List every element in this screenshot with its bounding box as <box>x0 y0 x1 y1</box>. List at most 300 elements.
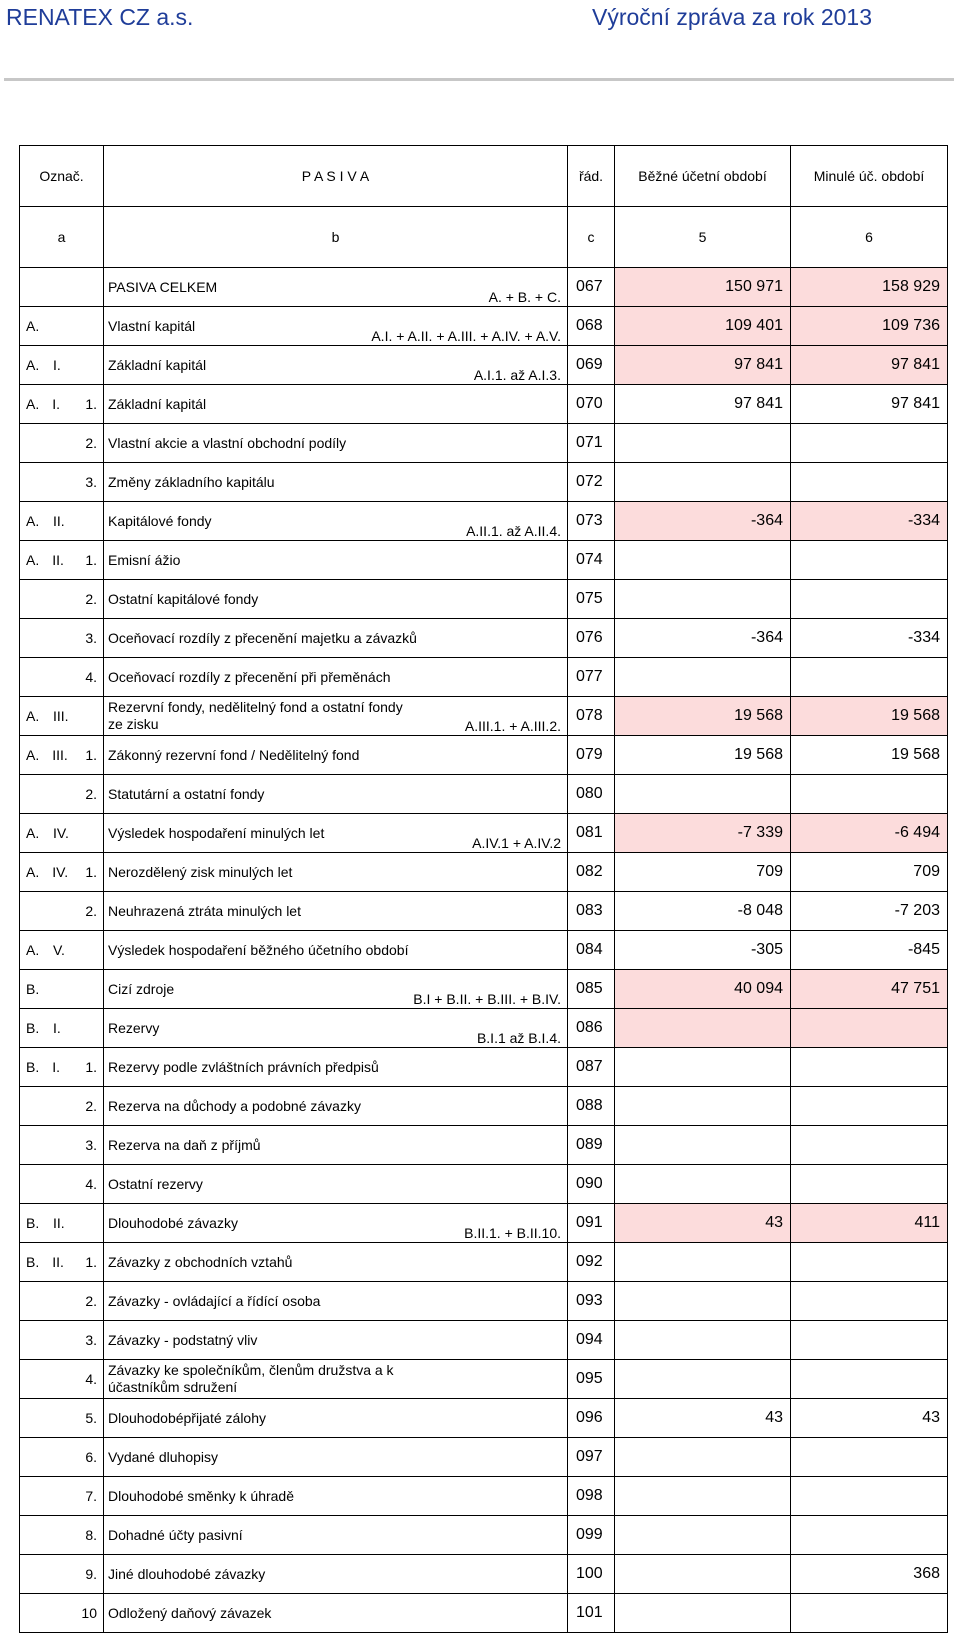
row-mark <box>20 619 104 658</box>
row-label: Výsledek hospodaření minulých let <box>108 824 325 841</box>
row-number: 096 <box>568 1399 615 1438</box>
row-label: Ostatní rezervy <box>108 1175 203 1192</box>
row-mark-item: 2. <box>85 786 97 802</box>
current-period-value <box>615 1594 791 1633</box>
row-number: 070 <box>568 385 615 424</box>
col-sub-b: b <box>104 207 568 268</box>
previous-period-value: 97 841 <box>791 385 948 424</box>
table-row <box>20 580 948 619</box>
table-row <box>20 931 948 970</box>
row-mark-item: 3. <box>85 630 97 646</box>
report-title: Výroční zpráva za rok 2013 <box>592 4 872 30</box>
table-row <box>20 346 948 385</box>
previous-period-value <box>791 1477 948 1516</box>
row-label-cell <box>104 1555 568 1594</box>
row-mark-group: A. <box>26 318 40 334</box>
current-period-value <box>615 1165 791 1204</box>
row-mark-group: B. <box>26 1020 40 1036</box>
previous-period-value: -845 <box>791 931 948 970</box>
row-label-cell <box>104 1009 568 1048</box>
row-label-cell <box>104 385 568 424</box>
table-row <box>20 1243 948 1282</box>
previous-period-value: 19 568 <box>791 697 948 736</box>
row-mark-item: 6. <box>85 1449 97 1465</box>
row-mark-item: 2. <box>85 591 97 607</box>
row-label-cell <box>104 1516 568 1555</box>
previous-period-value <box>791 658 948 697</box>
table-row <box>20 385 948 424</box>
row-label-cell <box>104 619 568 658</box>
row-mark <box>20 580 104 619</box>
row-label: Výsledek hospodaření běžného účetního období <box>108 941 409 958</box>
current-period-value <box>615 1555 791 1594</box>
row-mark-item: 3. <box>85 474 97 490</box>
previous-period-value: 19 568 <box>791 736 948 775</box>
previous-period-value: -6 494 <box>791 814 948 853</box>
row-number: 068 <box>568 307 615 346</box>
previous-period-value: 158 929 <box>791 268 948 307</box>
row-mark-subgroup: II. <box>53 1215 65 1231</box>
row-label-cell <box>104 1477 568 1516</box>
row-label: Rezervní fondy, nedělitelný fond a ostatní fondy ze zisku <box>108 699 403 732</box>
row-mark <box>20 892 104 931</box>
row-label-cell <box>104 1204 568 1243</box>
previous-period-value <box>791 1009 948 1048</box>
col-header-minule: Minulé úč. období <box>791 146 948 207</box>
row-number: 077 <box>568 658 615 697</box>
current-period-value <box>615 1126 791 1165</box>
column-header-row <box>20 146 948 207</box>
row-label-cell <box>104 346 568 385</box>
row-mark <box>20 385 104 424</box>
row-mark <box>20 1126 104 1165</box>
row-mark-group: A. <box>26 825 40 841</box>
previous-period-value: 97 841 <box>791 346 948 385</box>
row-mark <box>20 1477 104 1516</box>
row-number: 079 <box>568 736 615 775</box>
current-period-value: 43 <box>615 1204 791 1243</box>
current-period-value: 40 094 <box>615 970 791 1009</box>
row-mark <box>20 931 104 970</box>
previous-period-value <box>791 541 948 580</box>
col-header-oznac: Označ. <box>20 146 104 207</box>
row-label-cell <box>104 658 568 697</box>
row-label-cell <box>104 1165 568 1204</box>
row-mark-item: 8. <box>85 1527 97 1543</box>
current-period-value: 43 <box>615 1399 791 1438</box>
row-mark-item: 4. <box>85 669 97 685</box>
row-label: Oceňovací rozdíly z přecenění majetku a závazků <box>108 629 417 646</box>
table-row <box>20 619 948 658</box>
table-row <box>20 307 948 346</box>
row-label: Dlouhodobé závazky <box>108 1214 238 1231</box>
row-number: 081 <box>568 814 615 853</box>
current-period-value: -8 048 <box>615 892 791 931</box>
row-label-cell <box>104 1282 568 1321</box>
table-row <box>20 697 948 736</box>
current-period-value <box>615 658 791 697</box>
row-number: 087 <box>568 1048 615 1087</box>
table-row <box>20 736 948 775</box>
current-period-value <box>615 1438 791 1477</box>
row-mark <box>20 502 104 541</box>
previous-period-value: 709 <box>791 853 948 892</box>
current-period-value: -305 <box>615 931 791 970</box>
row-mark-item: 2. <box>85 1098 97 1114</box>
row-number: 073 <box>568 502 615 541</box>
col-sub-6: 6 <box>791 207 948 268</box>
table-row <box>20 1087 948 1126</box>
row-mark-item: 1. <box>85 1059 97 1075</box>
table-row <box>20 268 948 307</box>
row-label: Změny základního kapitálu <box>108 473 275 490</box>
row-label-cell <box>104 814 568 853</box>
previous-period-value: 47 751 <box>791 970 948 1009</box>
row-mark-subgroup: I. <box>53 357 61 373</box>
table-row <box>20 1555 948 1594</box>
row-mark <box>20 346 104 385</box>
row-mark-group: A. <box>26 942 40 958</box>
row-number: 094 <box>568 1321 615 1360</box>
previous-period-value <box>791 1126 948 1165</box>
row-label: Dlouhodobé směnky k úhradě <box>108 1487 295 1504</box>
row-label: Oceňovací rozdíly z přecenění při přeměnách <box>108 668 391 685</box>
row-mark-item: 1. <box>85 747 97 763</box>
current-period-value: 97 841 <box>615 385 791 424</box>
row-number: 080 <box>568 775 615 814</box>
previous-period-value: 411 <box>791 1204 948 1243</box>
row-mark-group: B. <box>26 1254 40 1270</box>
row-mark <box>20 658 104 697</box>
col-header-pasiva: P A S I V A <box>104 146 568 207</box>
row-formula: A.II.1. až A.II.4. <box>466 523 561 539</box>
row-label: Emisní ážio <box>108 551 181 568</box>
current-period-value: 19 568 <box>615 736 791 775</box>
row-label: Vydané dluhopisy <box>108 1448 219 1465</box>
row-label-cell <box>104 1243 568 1282</box>
row-mark <box>20 1438 104 1477</box>
previous-period-value <box>791 1048 948 1087</box>
current-period-value <box>615 1360 791 1399</box>
row-mark <box>20 268 104 307</box>
row-mark-group: A. <box>26 864 40 880</box>
table-row <box>20 1594 948 1633</box>
row-mark <box>20 541 104 580</box>
row-mark <box>20 853 104 892</box>
current-period-value <box>615 1243 791 1282</box>
row-label: Závazky - ovládající a řídící osoba <box>108 1292 321 1309</box>
current-period-value <box>615 424 791 463</box>
table-row <box>20 1321 948 1360</box>
row-formula: B.II.1. + B.II.10. <box>464 1225 561 1241</box>
current-period-value: 19 568 <box>615 697 791 736</box>
row-label-cell <box>104 1594 568 1633</box>
table-row <box>20 541 948 580</box>
row-mark-item: 1. <box>85 552 97 568</box>
row-mark <box>20 1087 104 1126</box>
row-label-cell <box>104 1399 568 1438</box>
current-period-value <box>615 1516 791 1555</box>
row-number: 075 <box>568 580 615 619</box>
row-number: 076 <box>568 619 615 658</box>
row-mark <box>20 1516 104 1555</box>
row-mark-item: 9. <box>85 1566 97 1582</box>
row-label: Závazky z obchodních vztahů <box>108 1253 293 1270</box>
row-mark-subgroup: II. <box>52 1254 64 1270</box>
current-period-value <box>615 463 791 502</box>
row-mark-item: 2. <box>85 435 97 451</box>
current-period-value: -364 <box>615 502 791 541</box>
row-mark-group: A. <box>26 396 40 412</box>
previous-period-value <box>791 1360 948 1399</box>
col-sub-5: 5 <box>615 207 791 268</box>
row-mark <box>20 1048 104 1087</box>
current-period-value <box>615 1009 791 1048</box>
row-mark-group: B. <box>26 1059 40 1075</box>
row-mark-subgroup: V. <box>53 942 65 958</box>
previous-period-value <box>791 463 948 502</box>
row-label-cell <box>104 1048 568 1087</box>
row-label: Jiné dlouhodobé závazky <box>108 1565 266 1582</box>
row-number: 095 <box>568 1360 615 1399</box>
row-mark-subgroup: IV. <box>53 825 69 841</box>
pasiva-table <box>19 145 948 1633</box>
row-label-cell <box>104 424 568 463</box>
row-label: Statutární a ostatní fondy <box>108 785 265 802</box>
row-label-cell <box>104 502 568 541</box>
row-number: 069 <box>568 346 615 385</box>
row-mark-group: B. <box>26 981 40 997</box>
row-label: Závazky ke společníkům, členům družstva a k účastníkům sdružení <box>108 1362 394 1395</box>
row-mark-group: A. <box>26 357 40 373</box>
column-subheader-row <box>20 207 948 268</box>
row-label-cell <box>104 931 568 970</box>
current-period-value: 109 401 <box>615 307 791 346</box>
previous-period-value: -334 <box>791 502 948 541</box>
table-row <box>20 1048 948 1087</box>
previous-period-value: 368 <box>791 1555 948 1594</box>
row-mark <box>20 736 104 775</box>
row-mark <box>20 463 104 502</box>
row-label: Vlastní kapitál <box>108 317 196 334</box>
table-row <box>20 1282 948 1321</box>
row-mark <box>20 775 104 814</box>
previous-period-value <box>791 1243 948 1282</box>
table-row <box>20 775 948 814</box>
row-number: 092 <box>568 1243 615 1282</box>
row-label: Rezerva na důchody a podobné závazky <box>108 1097 361 1114</box>
row-label: Cizí zdroje <box>108 980 175 997</box>
table-row <box>20 1399 948 1438</box>
row-label-cell <box>104 736 568 775</box>
row-number: 086 <box>568 1009 615 1048</box>
row-label-cell <box>104 853 568 892</box>
row-label-cell <box>104 775 568 814</box>
previous-period-value <box>791 1594 948 1633</box>
row-label-cell <box>104 697 568 736</box>
col-header-bezne: Běžné účetní období <box>615 146 791 207</box>
current-period-value <box>615 1477 791 1516</box>
current-period-value: -7 339 <box>615 814 791 853</box>
current-period-value: 709 <box>615 853 791 892</box>
table-row <box>20 892 948 931</box>
row-number: 089 <box>568 1126 615 1165</box>
row-mark <box>20 1009 104 1048</box>
row-number: 082 <box>568 853 615 892</box>
row-label: Odložený daňový závazek <box>108 1604 272 1621</box>
row-number: 078 <box>568 697 615 736</box>
row-label: Ostatní kapitálové fondy <box>108 590 259 607</box>
row-mark <box>20 1360 104 1399</box>
row-number: 097 <box>568 1438 615 1477</box>
row-label-cell <box>104 1438 568 1477</box>
row-mark-subgroup: IV. <box>52 864 69 880</box>
row-formula: A.III.1. + A.III.2. <box>464 718 561 734</box>
row-number: 071 <box>568 424 615 463</box>
row-mark-item: 1. <box>85 864 97 880</box>
row-mark <box>20 1555 104 1594</box>
row-label-cell <box>104 892 568 931</box>
row-number: 088 <box>568 1087 615 1126</box>
row-label: Kapitálové fondy <box>108 512 212 529</box>
row-label: Základní kapitál <box>108 356 207 373</box>
row-label: Závazky - podstatný vliv <box>108 1331 258 1348</box>
row-mark <box>20 424 104 463</box>
row-number: 093 <box>568 1282 615 1321</box>
row-mark-subgroup: III. <box>53 708 69 724</box>
row-label-cell <box>104 307 568 346</box>
current-period-value: -364 <box>615 619 791 658</box>
row-label-cell <box>104 970 568 1009</box>
row-mark-subgroup: I. <box>52 396 61 412</box>
row-label-cell <box>104 1126 568 1165</box>
row-label: Zákonný rezervní fond / Nedělitelný fond <box>108 746 360 763</box>
row-mark-subgroup: II. <box>52 552 64 568</box>
row-label: Nerozdělený zisk minulých let <box>108 863 293 880</box>
row-mark-group: A. <box>26 747 40 763</box>
row-mark-item: 10 <box>81 1605 97 1621</box>
current-period-value <box>615 1048 791 1087</box>
previous-period-value <box>791 1165 948 1204</box>
row-mark-item: 4. <box>85 1371 97 1387</box>
row-mark-item: 1. <box>85 1254 97 1270</box>
header-divider <box>4 78 954 81</box>
row-formula: A.IV.1 + A.IV.2 <box>472 835 561 851</box>
previous-period-value <box>791 1438 948 1477</box>
current-period-value: 97 841 <box>615 346 791 385</box>
row-number: 091 <box>568 1204 615 1243</box>
previous-period-value <box>791 1516 948 1555</box>
row-mark-item: 5. <box>85 1410 97 1426</box>
row-mark-group: A. <box>26 552 40 568</box>
current-period-value: 150 971 <box>615 268 791 307</box>
row-mark-subgroup: III. <box>52 747 68 763</box>
row-mark <box>20 1399 104 1438</box>
row-mark <box>20 697 104 736</box>
row-number: 067 <box>568 268 615 307</box>
previous-period-value: -7 203 <box>791 892 948 931</box>
row-label-cell <box>104 463 568 502</box>
table-row <box>20 1126 948 1165</box>
row-mark <box>20 1165 104 1204</box>
current-period-value <box>615 1321 791 1360</box>
row-mark <box>20 1594 104 1633</box>
row-mark-item: 3. <box>85 1332 97 1348</box>
row-mark <box>20 307 104 346</box>
row-label-cell <box>104 541 568 580</box>
table-row <box>20 1165 948 1204</box>
row-label: Dlouhodobépřijaté zálohy <box>108 1409 266 1426</box>
table-row <box>20 1204 948 1243</box>
row-mark <box>20 1243 104 1282</box>
table-row <box>20 502 948 541</box>
row-mark-item: 2. <box>85 903 97 919</box>
row-label: Rezervy podle zvláštních právních předpisů <box>108 1058 379 1075</box>
row-label: Základní kapitál <box>108 395 207 412</box>
previous-period-value <box>791 1321 948 1360</box>
table-row <box>20 970 948 1009</box>
current-period-value <box>615 541 791 580</box>
row-mark-item: 7. <box>85 1488 97 1504</box>
row-formula: A.I.1. až A.I.3. <box>473 367 561 383</box>
current-period-value <box>615 580 791 619</box>
row-mark-subgroup: I. <box>52 1059 61 1075</box>
current-period-value <box>615 1282 791 1321</box>
table-row <box>20 424 948 463</box>
table-row <box>20 1009 948 1048</box>
table-row <box>20 1516 948 1555</box>
table-row <box>20 658 948 697</box>
row-mark-group: A. <box>26 708 40 724</box>
col-sub-c: c <box>568 207 615 268</box>
row-formula: B.I.1 až B.I.4. <box>476 1030 561 1046</box>
row-mark-group: A. <box>26 513 40 529</box>
row-formula: A.I. + A.II. + A.III. + A.IV. + A.V. <box>371 328 561 344</box>
table-row <box>20 814 948 853</box>
previous-period-value: -334 <box>791 619 948 658</box>
table-row <box>20 1360 948 1399</box>
current-period-value <box>615 775 791 814</box>
row-mark-group: B. <box>26 1215 40 1231</box>
row-mark <box>20 1282 104 1321</box>
row-label: Rezervy <box>108 1019 160 1036</box>
row-label-cell <box>104 580 568 619</box>
row-mark-item: 1. <box>85 396 97 412</box>
row-label: Vlastní akcie a vlastní obchodní podíly <box>108 434 347 451</box>
row-label: Neuhrazená ztráta minulých let <box>108 902 301 919</box>
row-number: 099 <box>568 1516 615 1555</box>
previous-period-value <box>791 1282 948 1321</box>
row-number: 084 <box>568 931 615 970</box>
row-label-cell <box>104 1321 568 1360</box>
row-number: 098 <box>568 1477 615 1516</box>
current-period-value <box>615 1087 791 1126</box>
row-mark <box>20 1321 104 1360</box>
row-label: Rezerva na daň z příjmů <box>108 1136 261 1153</box>
row-mark <box>20 1204 104 1243</box>
previous-period-value <box>791 775 948 814</box>
row-mark-subgroup: I. <box>53 1020 61 1036</box>
row-mark-item: 4. <box>85 1176 97 1192</box>
row-label: Dohadné účty pasivní <box>108 1526 243 1543</box>
table-row <box>20 1477 948 1516</box>
row-mark-subgroup: II. <box>53 513 65 529</box>
col-header-rad: řád. <box>568 146 615 207</box>
row-number: 083 <box>568 892 615 931</box>
table-row <box>20 463 948 502</box>
row-label-cell <box>104 1360 568 1399</box>
col-sub-a: a <box>20 207 104 268</box>
